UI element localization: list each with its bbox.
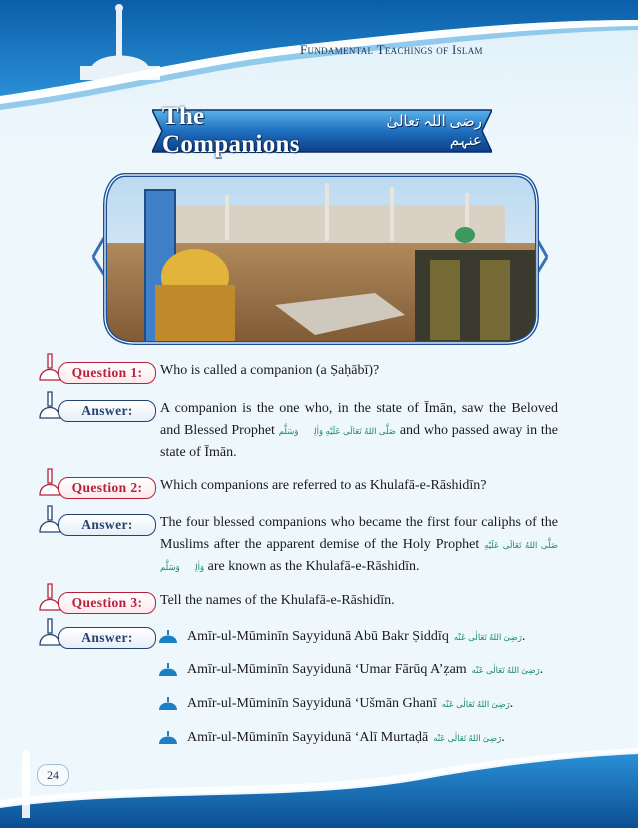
- sentence-end: .: [521, 629, 526, 644]
- question-3-text: Tell the names of the Khulafā-e-Rāshidīn.: [160, 593, 395, 608]
- caliph-name: Amīr-ul-Mūminīn Sayyidunā ‘Umar Fārūq A’ẓam: [187, 662, 467, 677]
- honorific-arabic: رَضِیَ اللهُ تَعَالٰی عَنْه: [453, 631, 522, 642]
- answer-badge: Answer:: [58, 400, 156, 422]
- answer-1-part-1: A companion is the one who, in the state of Īmān, saw the Beloved and Blessed Prophet: [160, 401, 558, 438]
- page-number: 24: [37, 764, 69, 786]
- answer-2-text: [160, 512, 558, 578]
- page-title: [162, 103, 482, 158]
- graveyard-photo: [85, 165, 555, 350]
- title-arabic: رضی اللہ تعالیٰ عنہم: [386, 114, 482, 149]
- sentence-end: .: [539, 662, 544, 677]
- dome-bullet-icon: [158, 630, 178, 644]
- sentence-end: .: [501, 730, 505, 745]
- list-item: [158, 626, 558, 648]
- question-badge: Question 3:: [58, 592, 156, 614]
- answer-badge: Answer:: [58, 514, 156, 536]
- answer-2-part-1: The four blessed companions who became the first four caliphs of the Muslims after the apparent demise of the Holy Prophet: [160, 515, 558, 552]
- dome-bullet-icon: [158, 663, 178, 677]
- dome-bullet-icon: [158, 697, 178, 711]
- caliph-name: Amīr-ul-Mūminīn Sayyidunā Abū Bakr Ṣiddīq: [187, 629, 449, 644]
- list-item: [158, 693, 558, 715]
- answer-1-text: [160, 398, 558, 464]
- answer-2-part-2: are known as the Khulafā-e-Rāshidīn.: [207, 559, 420, 574]
- caliph-name: Amīr-ul-Mūminīn Sayyidunā ‘Ušmān Ghanī: [187, 696, 437, 711]
- sentence-end: .: [509, 696, 514, 711]
- title-english: The Companions: [162, 103, 300, 158]
- minaret-silhouette-icon: [22, 750, 30, 818]
- answer-2-label: [36, 510, 156, 536]
- list-item: [158, 727, 558, 749]
- answer-badge: Answer:: [58, 627, 156, 649]
- question-badge: Question 2:: [58, 477, 156, 499]
- bottom-wave-decoration: [0, 748, 638, 828]
- answer-3-label: [36, 623, 156, 649]
- caliph-name: Amīr-ul-Mūminīn Sayyidunā ‘Alī Murtaḍā: [187, 730, 429, 745]
- question-1-text: Who is called a companion (a Ṣaḥābī)?: [160, 363, 380, 378]
- honorific-arabic: رَضِیَ اللهُ تَعَالٰی عَنْه: [471, 664, 540, 675]
- answer-1-label: [36, 396, 156, 422]
- question-2-label: [36, 473, 156, 499]
- honorific-arabic: رَضِیَ اللهُ تَعَالٰی عَنْه: [433, 732, 502, 743]
- dome-bullet-icon: [158, 731, 178, 745]
- question-3-label: [36, 588, 156, 614]
- salutation-arabic: صَلَّى اللهُ تَعَالَى عَلَيْهِ وَاٰلِهٖ وَسَلَّم: [278, 426, 397, 436]
- list-item: [158, 659, 558, 681]
- answer-1-part-2: and who passed away in the state of Īmān.: [160, 423, 559, 460]
- question-1-label: [36, 358, 156, 384]
- book-title: Fundamental Teachings of Islam: [300, 42, 483, 57]
- salutation-arabic: صَلَّى اللهُ تَعَالَى عَلَيْهِ وَاٰلِهٖ وَسَلَّم: [160, 540, 558, 572]
- question-2-text: Which companions are referred to as Khulafā-e-Rāshidīn?: [160, 478, 487, 493]
- question-badge: Question 1:: [58, 362, 156, 384]
- honorific-arabic: رَضِیَ اللهُ تَعَالٰی عَنْه: [441, 698, 510, 709]
